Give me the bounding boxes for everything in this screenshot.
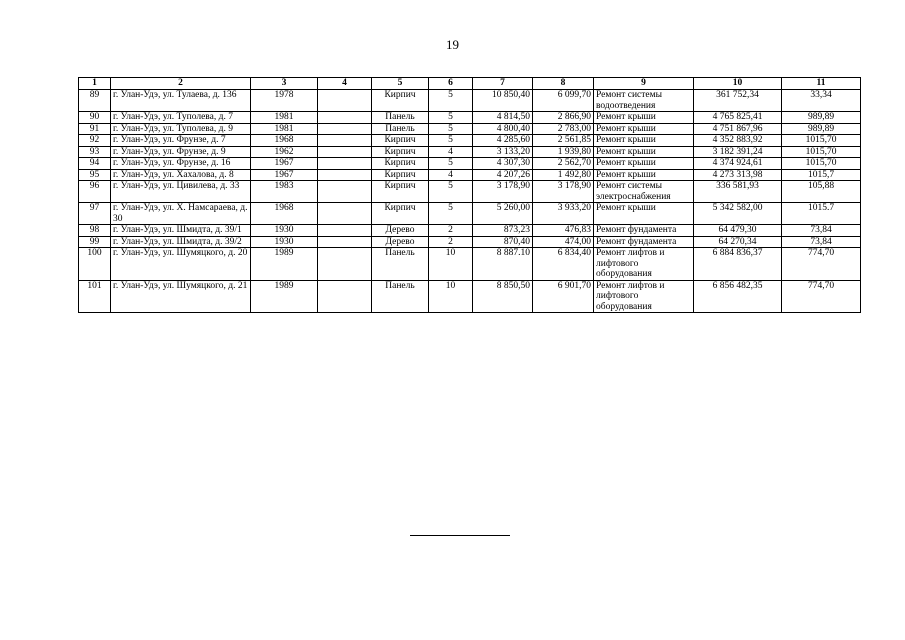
total-area-cell: 8 887.10: [473, 248, 533, 281]
floors-cell: 5: [429, 123, 473, 135]
cost-cell: 64 270,34: [694, 236, 782, 248]
cost-cell: 3 182 391,24: [694, 146, 782, 158]
cost-cell: 6 856 482,35: [694, 280, 782, 313]
row-number: 100: [79, 248, 111, 281]
address-cell: г. Улан-Удэ, ул. Шмидта, д. 39/1: [111, 225, 251, 237]
unit-cost-cell: 1015,70: [782, 135, 861, 147]
table-row: [79, 146, 861, 158]
row-number: 95: [79, 169, 111, 181]
row-number: 92: [79, 135, 111, 147]
total-area-cell: 873,23: [473, 225, 533, 237]
year-cell: 1967: [251, 158, 318, 170]
cost-cell: 4 751 867,96: [694, 123, 782, 135]
unit-cost-cell: 774,70: [782, 248, 861, 281]
cost-cell: 4 765 825,41: [694, 112, 782, 124]
column-header: 9: [594, 78, 694, 90]
year-cell: 1978: [251, 90, 318, 112]
material-cell: Панель: [372, 248, 429, 281]
unit-cost-cell: 73,84: [782, 236, 861, 248]
row-number: 94: [79, 158, 111, 170]
column-header: 3: [251, 78, 318, 90]
table-row: [79, 181, 861, 203]
unit-cost-cell: 1015,70: [782, 146, 861, 158]
row-number: 97: [79, 203, 111, 225]
column-header: 5: [372, 78, 429, 90]
material-cell: Кирпич: [372, 169, 429, 181]
row-number: 93: [79, 146, 111, 158]
living-area-cell: 2 562,70: [533, 158, 594, 170]
total-area-cell: 8 850,50: [473, 280, 533, 313]
table-row: [79, 280, 861, 313]
address-cell: г. Улан-Удэ, ул. Хахалова, д. 8: [111, 169, 251, 181]
unit-cost-cell: 989,89: [782, 112, 861, 124]
year-cell: 1968: [251, 135, 318, 147]
floors-cell: 4: [429, 146, 473, 158]
material-cell: Кирпич: [372, 158, 429, 170]
work-type-cell: Ремонт крыши: [594, 146, 694, 158]
material-cell: Панель: [372, 112, 429, 124]
year-cell: 1981: [251, 112, 318, 124]
empty-cell: [318, 169, 372, 181]
floors-cell: 5: [429, 135, 473, 147]
cost-cell: 361 752,34: [694, 90, 782, 112]
table-row: [79, 203, 861, 225]
living-area-cell: 3 933,20: [533, 203, 594, 225]
empty-cell: [318, 236, 372, 248]
work-type-cell: Ремонт крыши: [594, 203, 694, 225]
living-area-cell: 476,83: [533, 225, 594, 237]
floors-cell: 4: [429, 169, 473, 181]
cost-cell: 64 479,30: [694, 225, 782, 237]
floors-cell: 2: [429, 225, 473, 237]
floors-cell: 5: [429, 203, 473, 225]
housing-repair-table: [78, 77, 861, 313]
cost-cell: 6 884 836,37: [694, 248, 782, 281]
table-row: [79, 158, 861, 170]
year-cell: 1989: [251, 280, 318, 313]
address-cell: г. Улан-Удэ, ул. Шмидта, д. 39/2: [111, 236, 251, 248]
work-type-cell: Ремонт фундамента: [594, 236, 694, 248]
total-area-cell: 4 285,60: [473, 135, 533, 147]
table-row: [79, 135, 861, 147]
material-cell: Кирпич: [372, 146, 429, 158]
living-area-cell: 6 099,70: [533, 90, 594, 112]
total-area-cell: 3 133,20: [473, 146, 533, 158]
work-type-cell: Ремонт лифтов и лифтового оборудования: [594, 280, 694, 313]
floors-cell: 5: [429, 112, 473, 124]
empty-cell: [318, 123, 372, 135]
material-cell: Кирпич: [372, 135, 429, 147]
cost-cell: 336 581,93: [694, 181, 782, 203]
year-cell: 1962: [251, 146, 318, 158]
material-cell: Кирпич: [372, 203, 429, 225]
total-area-cell: 3 178,90: [473, 181, 533, 203]
table-row: [79, 112, 861, 124]
year-cell: 1968: [251, 203, 318, 225]
total-area-cell: 4 800,40: [473, 123, 533, 135]
cost-cell: 4 374 924,61: [694, 158, 782, 170]
column-header: 4: [318, 78, 372, 90]
header-row: [79, 78, 861, 90]
row-number: 96: [79, 181, 111, 203]
empty-cell: [318, 90, 372, 112]
floors-cell: 5: [429, 158, 473, 170]
unit-cost-cell: 1015.7: [782, 203, 861, 225]
address-cell: г. Улан-Удэ, ул. Фрунзе, д. 16: [111, 158, 251, 170]
material-cell: Кирпич: [372, 181, 429, 203]
work-type-cell: Ремонт крыши: [594, 158, 694, 170]
empty-cell: [318, 146, 372, 158]
address-cell: г. Улан-Удэ, ул. Х. Намсараева, д. 30: [111, 203, 251, 225]
floors-cell: 10: [429, 280, 473, 313]
empty-cell: [318, 181, 372, 203]
floors-cell: 5: [429, 181, 473, 203]
living-area-cell: 3 178,90: [533, 181, 594, 203]
total-area-cell: 4 207,26: [473, 169, 533, 181]
column-header: 2: [111, 78, 251, 90]
table-row: [79, 90, 861, 112]
page-number: 19: [446, 37, 459, 52]
total-area-cell: 4 814,50: [473, 112, 533, 124]
year-cell: 1930: [251, 225, 318, 237]
row-number: 90: [79, 112, 111, 124]
living-area-cell: 2 783,00: [533, 123, 594, 135]
material-cell: Дерево: [372, 225, 429, 237]
work-type-cell: Ремонт крыши: [594, 123, 694, 135]
unit-cost-cell: 1015,7: [782, 169, 861, 181]
row-number: 101: [79, 280, 111, 313]
work-type-cell: Ремонт крыши: [594, 169, 694, 181]
address-cell: г. Улан-Удэ, ул. Фрунзе, д. 7: [111, 135, 251, 147]
work-type-cell: Ремонт фундамента: [594, 225, 694, 237]
empty-cell: [318, 203, 372, 225]
column-header: 10: [694, 78, 782, 90]
year-cell: 1983: [251, 181, 318, 203]
unit-cost-cell: 774,70: [782, 280, 861, 313]
living-area-cell: 1 939,80: [533, 146, 594, 158]
address-cell: г. Улан-Удэ, ул. Тулаева, д. 136: [111, 90, 251, 112]
year-cell: 1930: [251, 236, 318, 248]
empty-cell: [318, 112, 372, 124]
column-header: 11: [782, 78, 861, 90]
address-cell: г. Улан-Удэ, ул. Шумяцкого, д. 20: [111, 248, 251, 281]
empty-cell: [318, 225, 372, 237]
work-type-cell: Ремонт лифтов и лифтового оборудования: [594, 248, 694, 281]
address-cell: г. Улан-Удэ, ул. Цивилева, д. 33: [111, 181, 251, 203]
total-area-cell: 4 307,30: [473, 158, 533, 170]
work-type-cell: Ремонт крыши: [594, 112, 694, 124]
table-row: [79, 225, 861, 237]
living-area-cell: 6 834,40: [533, 248, 594, 281]
address-cell: г. Улан-Удэ, ул. Туполева, д. 7: [111, 112, 251, 124]
empty-cell: [318, 158, 372, 170]
floors-cell: 2: [429, 236, 473, 248]
address-cell: г. Улан-Удэ, ул. Фрунзе, д. 9: [111, 146, 251, 158]
year-cell: 1967: [251, 169, 318, 181]
unit-cost-cell: 33,34: [782, 90, 861, 112]
cost-cell: 4 273 313,98: [694, 169, 782, 181]
cost-cell: 5 342 582,00: [694, 203, 782, 225]
table-row: [79, 236, 861, 248]
cost-cell: 4 352 883,92: [694, 135, 782, 147]
total-area-cell: 870,40: [473, 236, 533, 248]
column-header: 8: [533, 78, 594, 90]
material-cell: Дерево: [372, 236, 429, 248]
living-area-cell: 474,00: [533, 236, 594, 248]
material-cell: Кирпич: [372, 90, 429, 112]
table-row: [79, 169, 861, 181]
year-cell: 1989: [251, 248, 318, 281]
table-row: [79, 248, 861, 281]
empty-cell: [318, 280, 372, 313]
work-type-cell: Ремонт системы водоотведения: [594, 90, 694, 112]
unit-cost-cell: 989,89: [782, 123, 861, 135]
floors-cell: 10: [429, 248, 473, 281]
address-cell: г. Улан-Удэ, ул. Туполева, д. 9: [111, 123, 251, 135]
row-number: 98: [79, 225, 111, 237]
empty-cell: [318, 248, 372, 281]
column-header: 7: [473, 78, 533, 90]
row-number: 89: [79, 90, 111, 112]
column-header: 6: [429, 78, 473, 90]
row-number: 99: [79, 236, 111, 248]
unit-cost-cell: 105,88: [782, 181, 861, 203]
living-area-cell: 6 901,70: [533, 280, 594, 313]
year-cell: 1981: [251, 123, 318, 135]
living-area-cell: 1 492,80: [533, 169, 594, 181]
material-cell: Панель: [372, 123, 429, 135]
column-header: 1: [79, 78, 111, 90]
table-row: [79, 123, 861, 135]
work-type-cell: Ремонт крыши: [594, 135, 694, 147]
unit-cost-cell: 1015,70: [782, 158, 861, 170]
material-cell: Панель: [372, 280, 429, 313]
living-area-cell: 2 561,85: [533, 135, 594, 147]
address-cell: г. Улан-Удэ, ул. Шумяцкого, д. 21: [111, 280, 251, 313]
row-number: 91: [79, 123, 111, 135]
living-area-cell: 2 866,90: [533, 112, 594, 124]
total-area-cell: 10 850,40: [473, 90, 533, 112]
unit-cost-cell: 73,84: [782, 225, 861, 237]
empty-cell: [318, 135, 372, 147]
footer-rule: [410, 535, 510, 536]
total-area-cell: 5 260,00: [473, 203, 533, 225]
work-type-cell: Ремонт системы электроснабжения: [594, 181, 694, 203]
floors-cell: 5: [429, 90, 473, 112]
